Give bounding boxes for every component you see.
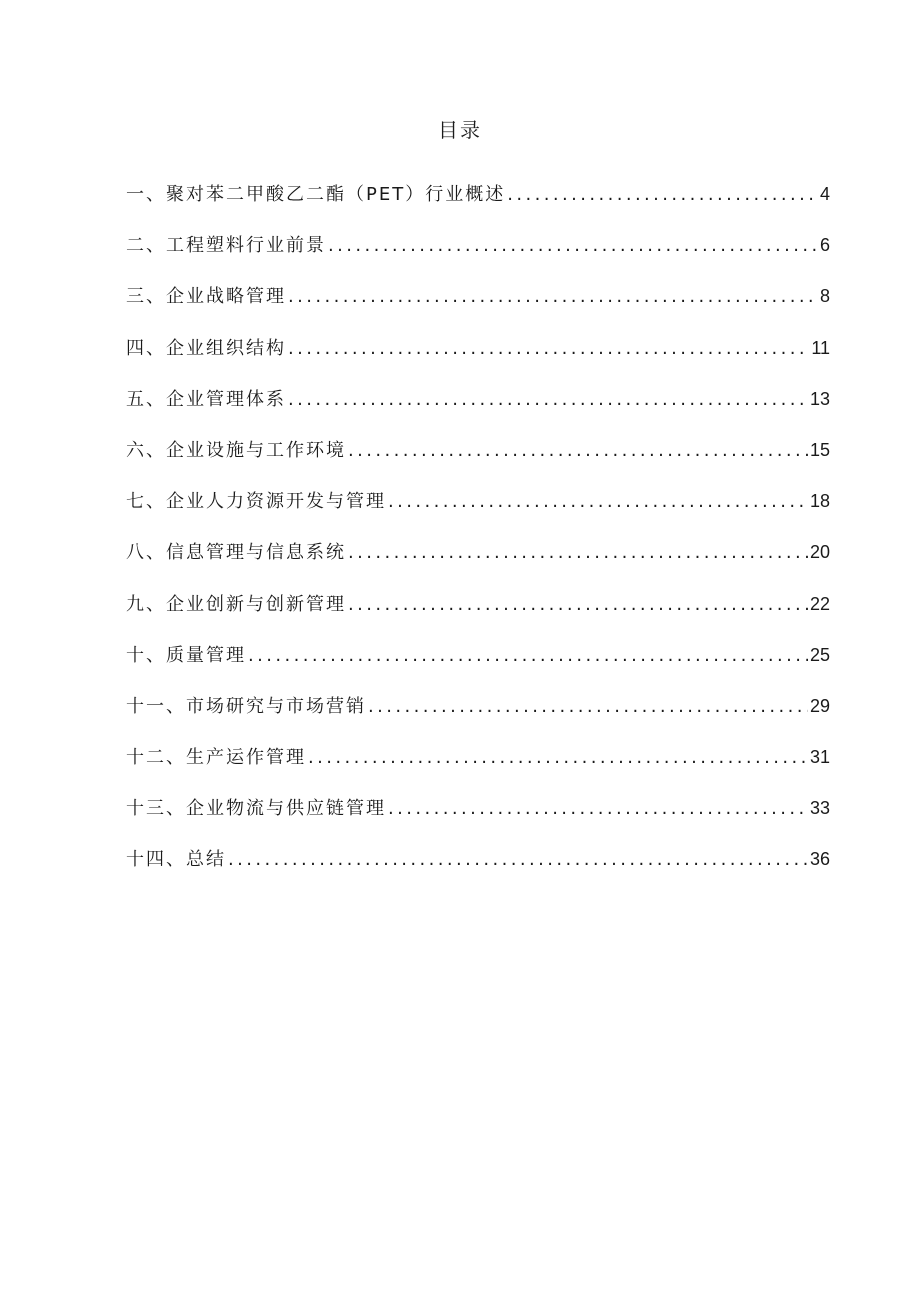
toc-entry-page: 36 [809,849,830,870]
toc-dot-leader [388,795,808,823]
toc-entry-label: 四、企业组织结构 [126,337,286,359]
toc-dot-leader [348,539,808,567]
toc-entry[interactable] [126,334,830,385]
toc-entry[interactable] [126,385,830,436]
toc-entry[interactable] [126,692,830,743]
toc-entry-page: 6 [819,235,830,256]
toc-entry-label: 三、企业战略管理 [126,286,286,308]
toc-list [126,180,830,897]
toc-entry-label: 十一、市场研究与市场营销 [126,695,366,717]
toc-dot-leader [348,591,808,619]
toc-entry-label: 十四、总结 [126,849,226,871]
toc-entry-label: 九、企业创新与创新管理 [126,593,346,615]
toc-entry-label: 十二、生产运作管理 [126,747,306,769]
toc-entry-label: 八、信息管理与信息系统 [126,542,346,564]
toc-dot-leader [328,232,818,260]
toc-entry-page: 4 [819,184,830,204]
toc-entry-label: 二、工程塑料行业前景 [126,235,326,257]
toc-entry-page: 22 [809,593,830,614]
toc-entry-page: 25 [809,644,830,665]
toc-entry-page: 20 [809,542,830,563]
toc-entry-page: 13 [809,388,830,409]
toc-dot-leader [388,488,808,516]
toc-entry[interactable] [126,282,830,333]
toc-dot-leader [507,181,818,209]
toc-dot-leader [288,283,818,311]
toc-dot-leader [288,386,808,414]
toc-entry[interactable] [126,538,830,589]
toc-entry-label: 十、质量管理 [126,644,246,666]
toc-entry-label: 五、企业管理体系 [126,388,286,410]
toc-entry-page: 11 [811,337,830,358]
toc-dot-leader [308,744,808,772]
toc-entry[interactable] [126,743,830,794]
toc-dot-leader [288,335,809,363]
toc-entry-label: 七、企业人力资源开发与管理 [126,491,386,513]
toc-entry[interactable] [126,845,830,896]
toc-entry-label: 六、企业设施与工作环境 [126,439,346,461]
toc-dot-leader [228,846,808,874]
toc-entry-page: 8 [819,286,830,307]
toc-entry-page: 15 [809,439,830,460]
toc-entry[interactable] [126,436,830,487]
toc-dot-leader [348,437,808,465]
toc-entry-label: 十三、企业物流与供应链管理 [126,798,386,820]
toc-title: 目录 [438,118,482,142]
toc-dot-leader [368,693,808,721]
toc-entry[interactable] [126,231,830,282]
toc-entry[interactable] [126,641,830,692]
toc-entry[interactable] [126,794,830,845]
toc-entry[interactable] [126,590,830,641]
toc-entry-page: 31 [809,747,830,768]
toc-entry-page: 33 [809,798,830,819]
toc-entry-label: 一、聚对苯二甲酸乙二酯（PET）行业概述 [126,184,506,205]
toc-dot-leader [248,642,808,670]
toc-entry-page: 29 [809,695,830,716]
toc-entry-page: 18 [809,491,830,512]
toc-entry[interactable] [126,180,830,231]
toc-entry[interactable] [126,487,830,538]
